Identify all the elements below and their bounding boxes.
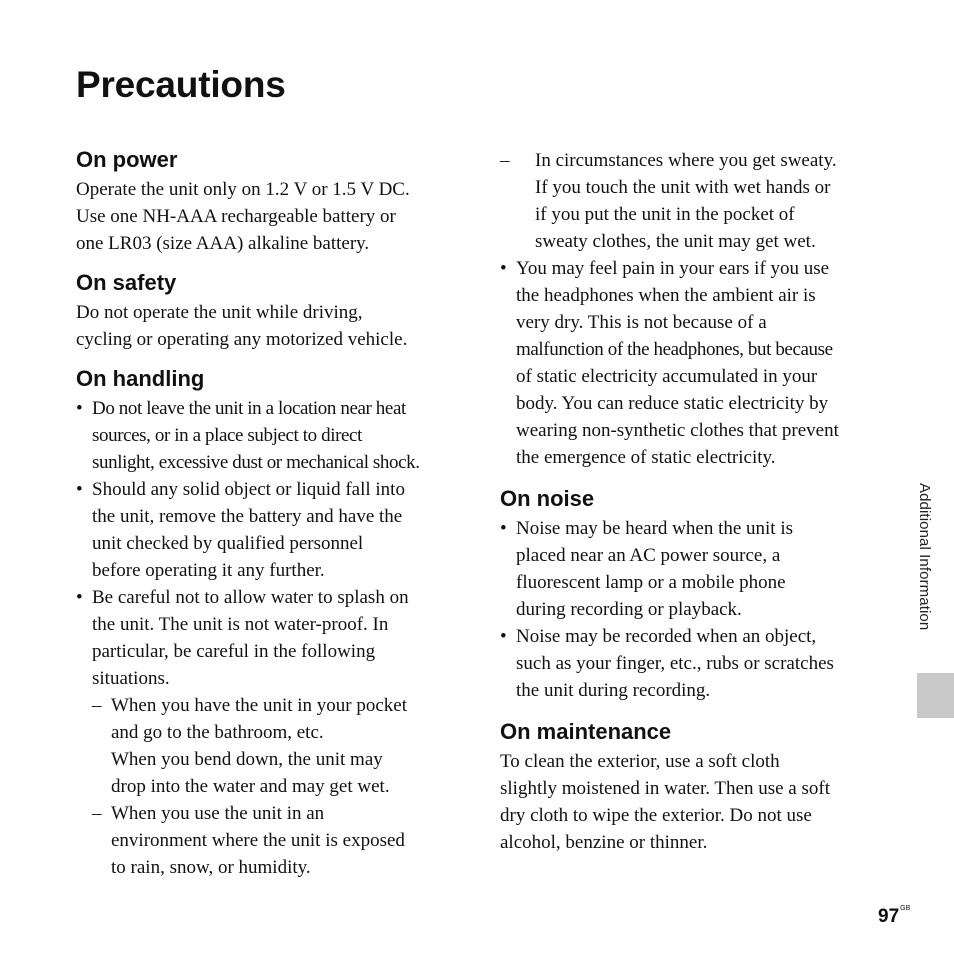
text-line: during recording or playback. <box>516 599 742 620</box>
page-number-value: 97 <box>878 906 900 927</box>
text-line: the unit during recording. <box>516 680 711 701</box>
noise-list <box>500 515 880 704</box>
text-line: • Noise may be recorded when an object, <box>516 626 817 647</box>
text-line: the unit, remove the battery and have the <box>92 506 403 527</box>
text-line: • Be careful not to allow water to splash on <box>92 587 409 608</box>
list-item <box>500 515 880 623</box>
text-line: • You may feel pain in your ears if you use <box>516 258 830 279</box>
section-side-label: Additional Information <box>916 483 933 631</box>
maintenance-text <box>500 748 880 856</box>
handling-list-continued <box>500 255 880 471</box>
heading-on-maintenance: On maintenance <box>500 719 672 744</box>
text-line: • Should any solid object or liquid fall into <box>92 479 405 500</box>
text-line: unit checked by qualified personnel <box>92 533 364 554</box>
text-line: of static electricity accumulated in your <box>516 366 818 387</box>
text-line: Do not operate the unit while driving, <box>76 302 363 323</box>
text-line: dry cloth to wipe the exterior. Do not use <box>500 805 812 826</box>
right-column <box>500 147 880 866</box>
text-line: sunlight, excessive dust or mechanical shock. <box>92 452 420 473</box>
list-item <box>500 147 880 255</box>
page-title: Precautions <box>76 64 286 105</box>
text-line: cycling or operating any motorized vehicle. <box>76 329 408 350</box>
heading-on-noise: On noise <box>500 486 595 511</box>
section-tab-marker <box>917 673 954 718</box>
text-line: wearing non-synthetic clothes that prevent <box>516 420 839 441</box>
text-line: – When you have the unit in your pocket <box>111 695 408 716</box>
text-line: drop into the water and may get wet. <box>111 776 390 797</box>
list-item <box>76 395 456 476</box>
text-line: alcohol, benzine or thinner. <box>500 832 708 853</box>
text-line: very dry. This is not because of a <box>516 312 767 333</box>
text-line: • Noise may be heard when the unit is <box>516 518 794 539</box>
text-line: slightly moistened in water. Then use a soft <box>500 778 830 799</box>
text-line: • Do not leave the unit in a location near heat <box>92 398 406 419</box>
heading-on-handling: On handling <box>76 366 205 391</box>
situation-list <box>92 692 456 881</box>
text-line: – In circumstances where you get sweaty. <box>535 150 837 171</box>
text-line: such as your finger, etc., rubs or scratches <box>516 653 834 674</box>
left-column <box>76 146 456 881</box>
text-line: When you bend down, the unit may <box>111 749 383 770</box>
situation-list-continued <box>500 147 880 255</box>
text-line: body. You can reduce static electricity by <box>516 393 829 414</box>
list-item <box>76 584 456 881</box>
list-item <box>500 255 880 471</box>
power-text <box>76 176 456 257</box>
text-line: one LR03 (size AAA) alkaline battery. <box>76 233 370 254</box>
text-line: placed near an AC power source, a <box>516 545 781 566</box>
text-line: situations. <box>92 668 170 689</box>
heading-on-power: On power <box>76 147 178 172</box>
text-line: the unit. The unit is not water-proof. In <box>92 614 389 635</box>
text-line: to rain, snow, or humidity. <box>111 857 311 878</box>
heading-on-safety: On safety <box>76 270 177 295</box>
text-line: the headphones when the ambient air is <box>516 285 816 306</box>
text-line: environment where the unit is exposed <box>111 830 405 851</box>
page-number <box>878 906 910 928</box>
text-line: Operate the unit only on 1.2 V or 1.5 V DC. <box>76 179 410 200</box>
safety-text <box>76 299 456 353</box>
text-line: the emergence of static electricity. <box>516 447 776 468</box>
text-line: If you touch the unit with wet hands or <box>535 177 831 198</box>
text-line: if you put the unit in the pocket of <box>535 204 795 225</box>
page-number-suffix: GB <box>900 905 911 912</box>
handling-list <box>76 395 456 881</box>
text-line: fluorescent lamp or a mobile phone <box>516 572 786 593</box>
text-line: To clean the exterior, use a soft cloth <box>500 751 780 772</box>
list-item <box>500 623 880 704</box>
text-line: Use one NH-AAA rechargeable battery or <box>76 206 396 227</box>
text-line: – When you use the unit in an <box>111 803 325 824</box>
text-line: sweaty clothes, the unit may get wet. <box>535 231 816 252</box>
list-item <box>92 692 456 800</box>
text-line: before operating it any further. <box>92 560 325 581</box>
list-item <box>92 800 456 881</box>
list-item <box>76 476 456 584</box>
text-line: particular, be careful in the following <box>92 641 376 662</box>
text-line: and go to the bathroom, etc. <box>111 722 324 743</box>
text-line: sources, or in a place subject to direct <box>92 425 362 446</box>
text-line: malfunction of the headphones, but because <box>516 339 833 360</box>
